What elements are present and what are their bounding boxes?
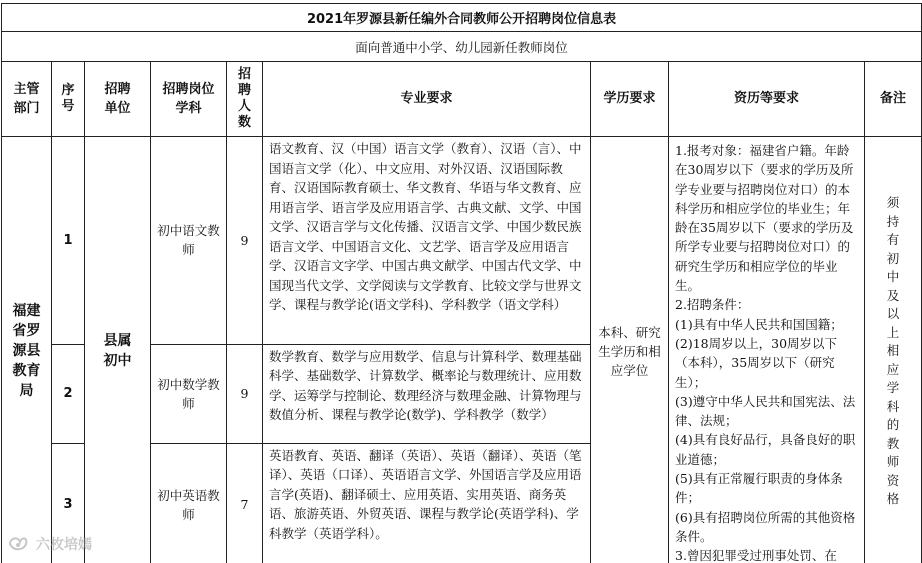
- header-subject-label: 招聘岗位学科: [162, 82, 215, 116]
- header-dept: [2, 62, 52, 137]
- remark-cell: [865, 137, 922, 563]
- row-major: 语文教育、汉（中国）语言文学（教育）、汉语（言）、中国语言文学（化）、中文应用、对外汉语、汉语国际教育、汉语国际教育硕士、华文教育、华语与华文教育、应用语言学、语言学及应用语言学、古典文献、文学、中国文学、汉语言学与文化传播、汉语言文学、中国少数民族语言文学、中国语言文化、文艺学、语言学及应用语言学、汉语言文字学、中国古典文献学、中国古代文学、中国现当代文学、文学阅读与文学教育、比较文学与世界文学、课程与教学论(语文学科)、学科教学（语文学科）: [263, 137, 591, 345]
- qualification-cell: [669, 137, 865, 563]
- row-count: 7: [227, 443, 263, 563]
- row-major: 数学教育、数学与应用数学、信息与计算科学、数理基础科学、基础数学、计算数学、概率论与数理统计、应用数学、运筹学与控制论、数理经济与数理金融、计算物理与数值分析、课程与教学论(数学)、学科教学（数学）: [263, 344, 591, 443]
- qualification-line: (6)具有招聘岗位所需的其他资格条件。: [675, 509, 856, 544]
- education-cell: [591, 137, 669, 563]
- header-remark-label: 备注: [880, 91, 907, 106]
- header-qualification: 资历等要求: [669, 62, 865, 137]
- row-position-label: 初中英语教师: [157, 487, 220, 522]
- watermark-text: 六枚培嫣: [36, 537, 92, 553]
- header-seq: [52, 62, 85, 137]
- row-position: [151, 443, 227, 563]
- header-count: [227, 62, 263, 137]
- table-title: 2021年罗源县新任编外合同教师公开招聘岗位信息表: [2, 4, 922, 32]
- header-subject: [151, 62, 227, 137]
- header-dept-label: 主管部门: [13, 82, 40, 116]
- row-position-label: 初中语文教师: [157, 223, 220, 258]
- qualification-line: 2.招聘条件：: [675, 297, 750, 313]
- row-position: [151, 137, 227, 345]
- header-unit: [85, 62, 151, 137]
- row-count: 9: [227, 137, 263, 345]
- row-seq: 3: [52, 443, 85, 563]
- recruitment-table: [1, 3, 922, 563]
- row-position: [151, 344, 227, 443]
- row-seq: 1: [52, 137, 85, 345]
- qualification-line: (5)具有正常履行职责的身体条件；: [675, 471, 843, 506]
- unit-label: 县属初中: [103, 333, 132, 370]
- unit-cell: [85, 137, 151, 563]
- header-major: 专业要求: [263, 62, 591, 137]
- education-label: 本科、研究生学历和相应学位: [598, 324, 661, 378]
- watermark: [6, 534, 92, 554]
- dept-label: 福建省罗源县教育局: [12, 303, 41, 400]
- header-unit-label: 招聘单位: [104, 82, 131, 116]
- qualification-line: (2)18周岁以上，30周岁以下（本科），35周岁以下（研究生）；: [675, 335, 838, 390]
- row-position-label: 初中数学教师: [157, 376, 220, 411]
- row-count: 9: [227, 344, 263, 443]
- qualification-line: (3)遵守中华人民共和国宪法、法律、法规；: [675, 393, 856, 429]
- row-major: 英语教育、英语、翻译（英语）、英语（翻译）、英语（笔译）、英语（口译）、英语语言文学、外国语言学及应用语言学(英语)、翻译硕士、应用英语、实用英语、商务英语、旅游英语、外贸英语、课程与教学论(英语学科)、学科教学（英语学科）。: [263, 443, 591, 563]
- qualification-line: 3.曾因犯罪受过刑事处罚、在: [675, 548, 837, 563]
- remark-label: 须持有初中及以上相应学科的教师资格: [886, 195, 900, 507]
- header-seq-label: 序号: [61, 82, 75, 114]
- qualification-line: 1.报考对象：福建省户籍。年龄在30周岁以下（要求的学历及所学专业要与招聘岗位对口）的本科学历和相应学位的毕业生；年龄在35周岁以下（要求的学历及所学专业要与招聘岗位对口）的研究生学历和相应学位的毕业生。: [675, 143, 854, 294]
- qualification-line: (1)具有中华人民共和国国籍；: [675, 316, 843, 332]
- brand-logo-icon: [6, 534, 30, 554]
- table-subtitle: 面向普通中小学、幼儿园新任教师岗位: [2, 32, 922, 62]
- header-remark: [865, 62, 922, 137]
- qualification-line: (4)具有良好品行，具备良好的职业道德；: [675, 432, 856, 467]
- header-education: 学历要求: [591, 62, 669, 137]
- header-count-label: 招聘人数: [237, 66, 251, 130]
- dept-cell: [2, 137, 52, 563]
- row-seq: 2: [52, 344, 85, 443]
